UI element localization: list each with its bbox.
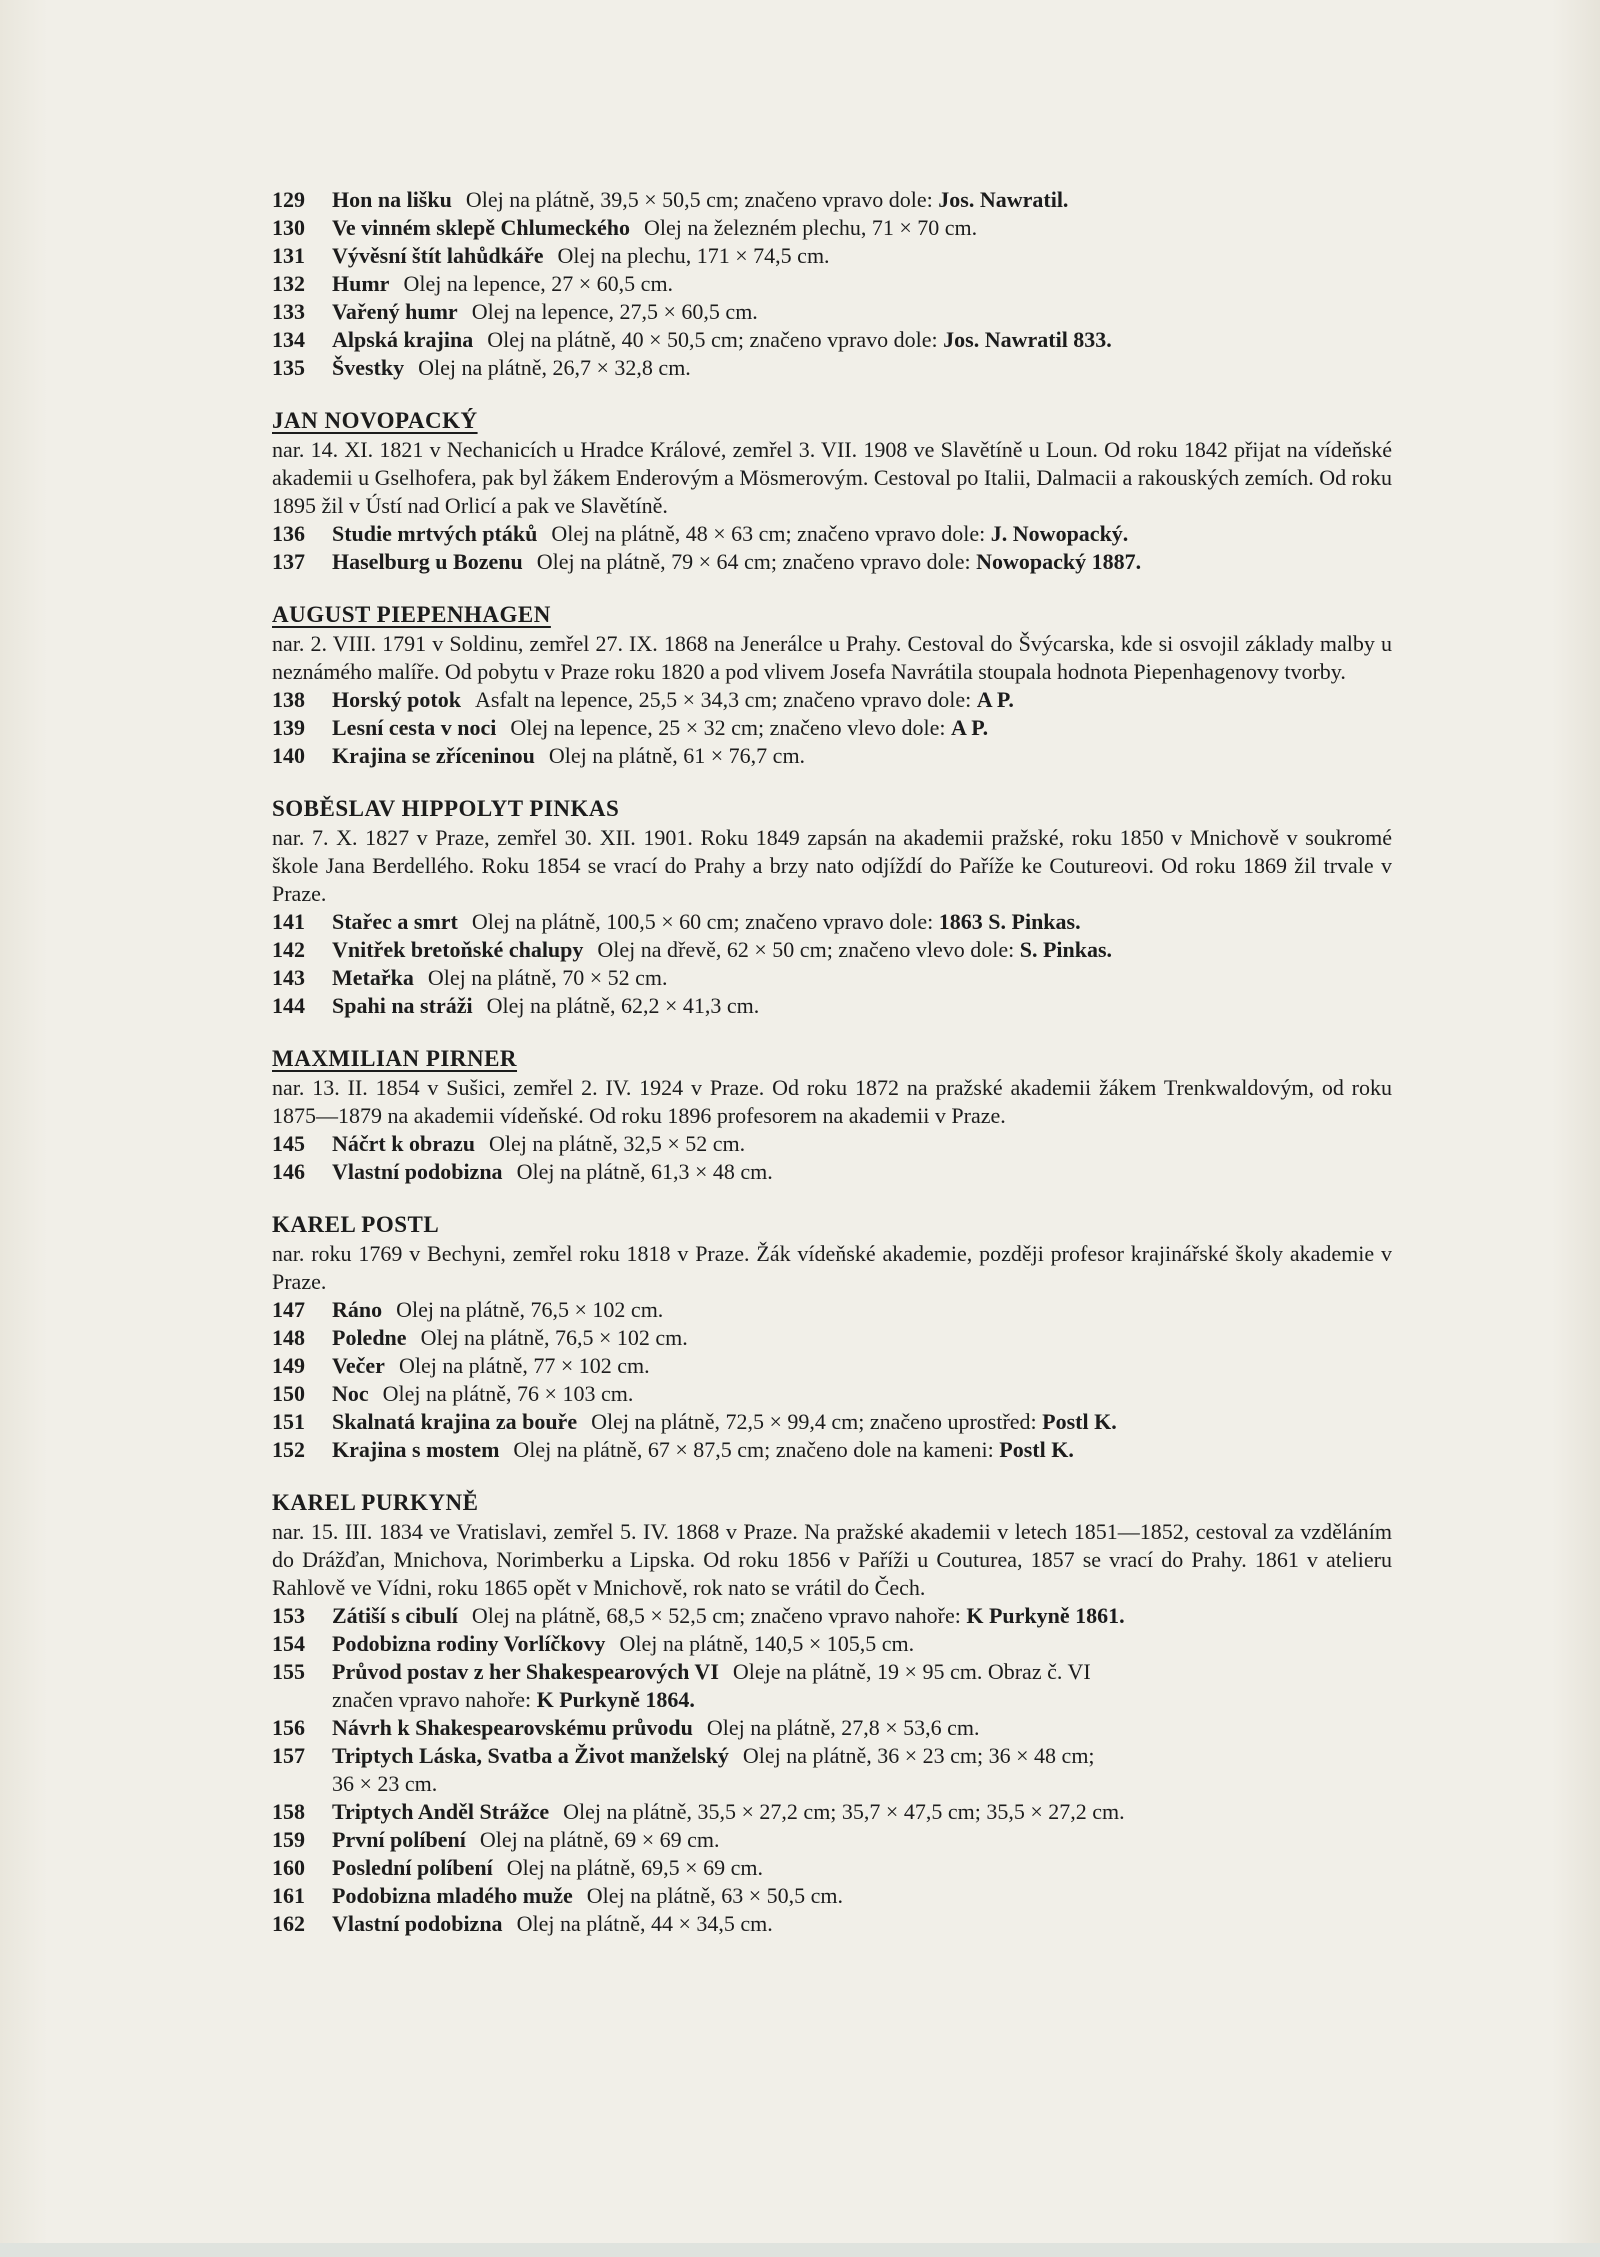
artist-heading: JAN NOVOPACKÝ (272, 408, 478, 433)
section-piepenhagen (272, 600, 1392, 770)
entry-158: 158 Triptych Anděl Strážce Olej na plátně, 35,5 × 27,2 cm; 35,7 × 47,5 cm; 35,5 × 27,2 cm. (272, 1799, 1125, 1824)
entry-151: 151 Skalnatá krajina za bouře Olej na plátně, 72,5 × 99,4 cm; značeno uprostřed: Postl K. (272, 1409, 1117, 1434)
artist-bio: nar. 7. X. 1827 v Praze, zemřel 30. XII. 1901. Roku 1849 zapsán na akademii pražské, roku 1850 v Mnichově v soukromé škole Jana Berdelléhо. Roku 1854 se vrací do Prahy a brzy nato odjíždí do Paříže ke Coutureovi. Od roku 1869 žil trvale v Praze. (272, 825, 1392, 906)
entry-141: 141 Stařec a smrt Olej na plátně, 100,5 × 60 cm; značeno vpravo dole: 1863 S. Pinkas. (272, 909, 1081, 934)
entry-157-continuation: 36 × 23 cm. (332, 1771, 438, 1796)
entry-152: 152 Krajina s mostem Olej na plátně, 67 × 87,5 cm; značeno dole na kameni: Postl K. (272, 1437, 1074, 1462)
entry-156: 156 Návrh k Shakespearovskému průvodu Olej na plátně, 27,8 × 53,6 cm. (272, 1715, 980, 1740)
entry-137: 137 Haselburg u Bozenu Olej na plátně, 79 × 64 cm; značeno vpravo dole: Nowopacký 1887. (272, 549, 1142, 574)
entry-144: 144 Spahi na stráži Olej na plátně, 62,2 × 41,3 cm. (272, 993, 760, 1018)
scan-edge (0, 2243, 1600, 2257)
entry-161: 161 Podobizna mladého muže Olej na plátně, 63 × 50,5 cm. (272, 1883, 843, 1908)
entry-139: 139 Lesní cesta v noci Olej na lepence, 25 × 32 cm; značeno vlevo dole: A P. (272, 715, 989, 740)
artist-bio: nar. 13. II. 1854 v Sušici, zemřel 2. IV. 1924 v Praze. Od roku 1872 na pražské akademii žákem Trenkwaldovým, od roku 1875—1879 na akademii vídeňské. Od roku 1896 profesorem na akademii v Praze. (272, 1075, 1392, 1128)
entry-157: 157 Triptych Láska, Svatba a Život manželský Olej na plátně, 36 × 23 cm; 36 × 48 cm; (272, 1743, 1095, 1768)
artist-heading: KAREL POSTL (272, 1212, 440, 1237)
entry-160: 160 Poslední políbení Olej na plátně, 69,5 × 69 cm. (272, 1855, 763, 1880)
catalog-content (272, 186, 1392, 1938)
entry-150: 150 Noc Olej na plátně, 76 × 103 cm. (272, 1381, 634, 1406)
section-novopacky (272, 406, 1392, 576)
entry-145: 145 Náčrt k obrazu Olej na plátně, 32,5 × 52 cm. (272, 1131, 746, 1156)
artist-bio: nar. 2. VIII. 1791 v Soldinu, zemřel 27. IX. 1868 na Jenerálce u Prahy. Cestoval do Švýcarska, kde si osvojil základy malby u neznámého malíře. Od pobytu v Praze roku 1820 a pod vlivem Josefa Navrátila stoupala hodnota Piepenhagenovy tvorby. (272, 631, 1392, 684)
section-continuation (272, 186, 1392, 382)
artist-bio: nar. roku 1769 v Bechyni, zemřel roku 1818 v Praze. Žák vídeňské akademie, později profesor krajinářské školy akademie v Praze. (272, 1241, 1392, 1294)
entry-136: 136 Studie mrtvých ptáků Olej na plátně, 48 × 63 cm; značeno vpravo dole: J. Nowopacký. (272, 521, 1129, 546)
entry-155: 155 Průvod postav z her Shakespearových VI Oleje na plátně, 19 × 95 cm. Obraz č. VI (272, 1659, 1091, 1684)
entry-130: 130 Ve vinném sklepě Chlumeckého Olej na železném plechu, 71 × 70 cm. (272, 215, 978, 240)
entry-129: 129 Hon na lišku Olej na plátně, 39,5 × 50,5 cm; značeno vpravo dole: Jos. Nawratil. (272, 187, 1069, 212)
entry-155-continuation: značen vpravo nahoře: K Purkyně 1864. (332, 1687, 695, 1712)
entry-149: 149 Večer Olej na plátně, 77 × 102 cm. (272, 1353, 650, 1378)
artist-heading: SOBĚSLAV HIPPOLYT PINKAS (272, 796, 620, 821)
entry-146: 146 Vlastní podobizna Olej na plátně, 61,3 × 48 cm. (272, 1159, 773, 1184)
section-pirner (272, 1044, 1392, 1186)
entry-138: 138 Horský potok Asfalt na lepence, 25,5 × 34,3 cm; značeno vpravo dole: A P. (272, 687, 1014, 712)
entry-132: 132 Humr Olej na lepence, 27 × 60,5 cm. (272, 271, 674, 296)
entry-148: 148 Poledne Olej na plátně, 76,5 × 102 cm. (272, 1325, 688, 1350)
entry-134: 134 Alpská krajina Olej na plátně, 40 × 50,5 cm; značeno vpravo dole: Jos. Nawratil 833. (272, 327, 1112, 352)
section-purkyne (272, 1488, 1392, 1938)
entry-153: 153 Zátiší s cibulí Olej na plátně, 68,5 × 52,5 cm; značeno vpravo nahoře: K Purkyně 1861. (272, 1603, 1125, 1628)
artist-heading: KAREL PURKYNĚ (272, 1490, 479, 1515)
entry-131: 131 Vývěsní štít lahůdkáře Olej na plechu, 171 × 74,5 cm. (272, 243, 830, 268)
section-postl (272, 1210, 1392, 1464)
entry-135: 135 Švestky Olej na plátně, 26,7 × 32,8 cm. (272, 355, 691, 380)
artist-heading: AUGUST PIEPENHAGEN (272, 602, 551, 627)
entry-133: 133 Vařený humr Olej na lepence, 27,5 × 60,5 cm. (272, 299, 758, 324)
entry-143: 143 Metařka Olej na plátně, 70 × 52 cm. (272, 965, 668, 990)
entry-159: 159 První políbení Olej na plátně, 69 × 69 cm. (272, 1827, 720, 1852)
entry-142: 142 Vnitřek bretoňské chalupy Olej na dřevě, 62 × 50 cm; značeno vlevo dole: S. Pinkas. (272, 937, 1113, 962)
section-pinkas (272, 794, 1392, 1020)
entry-162: 162 Vlastní podobizna Olej na plátně, 44 × 34,5 cm. (272, 1911, 773, 1936)
artist-bio: nar. 15. III. 1834 ve Vratislavi, zemřel 5. IV. 1868 v Praze. Na pražské akademii v letech 1851—1852, cestoval za vzděláním do Drážďan, Mnichova, Norimberku a Lipska. Od roku 1856 v Paříži u Couturea, 1857 se vrací do Prahy. 1861 v atelieru Rahlově ve Vídni, roku 1865 opět v Mnichově, rok nato se vrátil do Čech. (272, 1519, 1392, 1600)
artist-bio: nar. 14. XI. 1821 v Nechanicích u Hradce Králové, zemřel 3. VII. 1908 ve Slavětíně u Loun. Od roku 1842 přijat na vídeňské akademii u Gselhofera, pak byl žákem Enderovým a Mösmerovým. Cestoval po Italii, Dalmacii a rakouských zemích. Od roku 1895 žil v Ústí nad Orlicí a pak ve Slavětíně. (272, 437, 1392, 518)
artist-heading: MAXMILIAN PIRNER (272, 1046, 518, 1071)
entry-140: 140 Krajina se zříceninou Olej na plátně, 61 × 76,7 cm. (272, 743, 806, 768)
entry-147: 147 Ráno Olej na plátně, 76,5 × 102 cm. (272, 1297, 664, 1322)
entry-154: 154 Podobizna rodiny Vorlíčkovy Olej na plátně, 140,5 × 105,5 cm. (272, 1631, 915, 1656)
